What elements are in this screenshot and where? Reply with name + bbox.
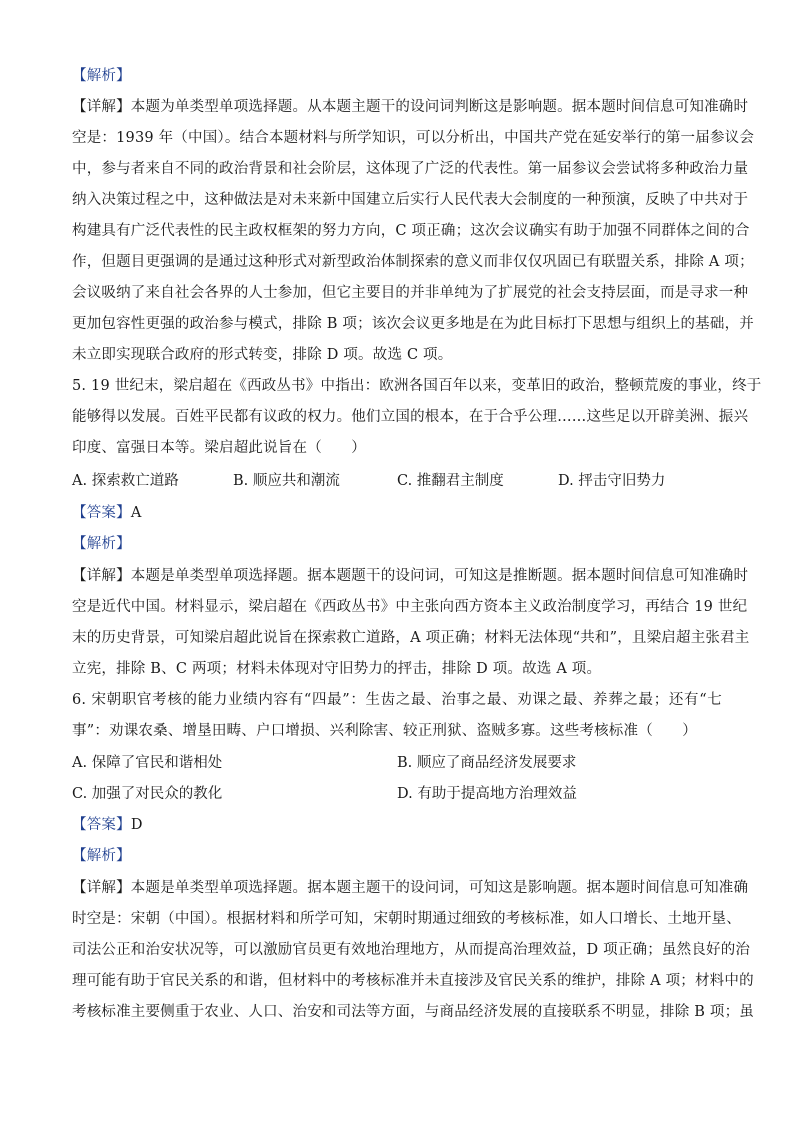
analysis-heading: 【解析】 [72, 68, 131, 84]
paragraph-line: 【详解】本题为单类型单项选择题。从本题主题干的设问词判断这是影响题。据本题时间信息可知准确时 [72, 99, 749, 115]
q6-analysis-line: 时空是：宋朝（中国）。根据材料和所学可知，宋朝时期通过细致的考核标准，如人口增长、土地开垦、 [72, 911, 741, 927]
q5-analysis-line: 【详解】本题是单类型单项选择题。据本题题干的设问词，可知这是推断题。据本题时间信息可知准确时 [72, 568, 749, 584]
q6-option-a: A. 保障了官民和谐相处 [72, 755, 223, 771]
q6-option-c: C. 加强了对民众的教化 [72, 786, 223, 802]
q6-option-b: B. 顺应了商品经济发展要求 [397, 755, 577, 771]
paragraph-line: 纳入决策过程之中，这种做法是对未来新中国建立后实行人民代表大会制度的一种预演，反映了中共对于 [72, 192, 749, 208]
q6-analysis-line: 考核标准主要侧重于农业、人口、治安和司法等方面，与商品经济发展的直接联系不明显，排除 B 项；虽 [72, 1004, 754, 1020]
answer-value: A [130, 505, 142, 521]
paragraph-line: 更加包容性更强的政治参与模式，排除 B 项；该次会议更多地是在为此目标打下思想与组织上的基础，并 [72, 316, 754, 332]
q6-analysis-heading: 【解析】 [72, 848, 131, 864]
q5-option-a: A. 探索救亡道路 [72, 473, 179, 489]
q6-analysis-line: 理可能有助于官民关系的和谐，但材料中的考核标准并未直接涉及官民关系的维护，排除 A 项；材料中的 [72, 973, 754, 989]
q5-option-c: C. 推翻君主制度 [397, 473, 504, 489]
paragraph-line: 会议吸纳了来自社会各界的人士参加，但它主要目的并非单纯为了扩展党的社会支持层面，而是寻求一种 [72, 285, 749, 301]
paragraph-line: 中，参与者来自不同的政治背景和社会阶层，这体现了广泛的代表性。第一届参议会尝试将多种政治力量 [72, 161, 749, 177]
q5-answer [72, 503, 722, 523]
question-5-stem: 能够得以发展。百姓平民都有议政的权力。他们立国的根本，在于合乎公理……这些足以开辟美洲、振兴 [72, 409, 749, 425]
q5-analysis-line: 立宪，排除 B、C 两项；材料未体现对守旧势力的抨击，排除 D 项。故选 A 项。 [72, 661, 602, 677]
q5-option-b: B. 顺应共和潮流 [233, 473, 340, 489]
paragraph-line: 作，但题目更强调的是通过这种形式对新型政治体制探索的意义而非仅仅巩固已有联盟关系，排除 A 项； [72, 254, 754, 270]
question-6-stem: 事”：劝课农桑、增垦田畴、户口增损、兴利除害、较正刑狱、盗贼多寡。这些考核标准（ ） [72, 723, 698, 739]
paragraph-line: 构建具有广泛代表性的民主政权框架的努力方向，C 项正确；这次会议确实有助于加强不同群体之间的合 [72, 223, 750, 239]
question-5-stem: 印度、富强日本等。梁启超此说旨在（ ） [72, 440, 366, 456]
answer-label: 【答案】 [72, 505, 131, 521]
q5-analysis-line: 末的历史背景，可知梁启超此说旨在探索救亡道路，A 项正确；材料无法体现“共和”，且梁启超主张君主 [72, 630, 750, 646]
paragraph-line: 未立即实现联合政府的形式转变，排除 D 项。故选 C 项。 [72, 347, 453, 363]
q6-analysis-line: 【详解】本题是单类型单项选择题。据本题主题干的设问词，可知这是影响题。据本题时间信息可知准确 [72, 880, 749, 896]
q6-analysis-line: 司法公正和治安状况等，可以激励官员更有效地治理地方，从而提高治理效益，D 项正确；虽然良好的治 [72, 942, 751, 958]
q5-analysis-heading: 【解析】 [72, 536, 131, 552]
question-5-stem: 5. 19 世纪末，梁启超在《西政丛书》中指出：欧洲各国百年以来，变革旧的政治，整顿荒废的事业，终于 [72, 378, 762, 394]
q6-answer [72, 815, 722, 835]
paragraph-line: 空是：1939 年（中国）。结合本题材料与所学知识，可以分析出，中国共产党在延安举行的第一届参议会 [72, 130, 755, 146]
answer-value: D [130, 817, 143, 833]
answer-label: 【答案】 [72, 817, 131, 833]
question-6-stem: 6. 宋朝职官考核的能力业绩内容有“四最”：生齿之最、治事之最、劝课之最、养葬之最；还有“七 [72, 692, 722, 708]
q5-analysis-line: 空是近代中国。材料显示，梁启超在《西政丛书》中主张向西方资本主义政治制度学习，再结合 19 世纪 [72, 599, 748, 615]
q6-option-d: D. 有助于提高地方治理效益 [397, 786, 577, 802]
q5-option-d: D. 抨击守旧势力 [558, 473, 666, 489]
